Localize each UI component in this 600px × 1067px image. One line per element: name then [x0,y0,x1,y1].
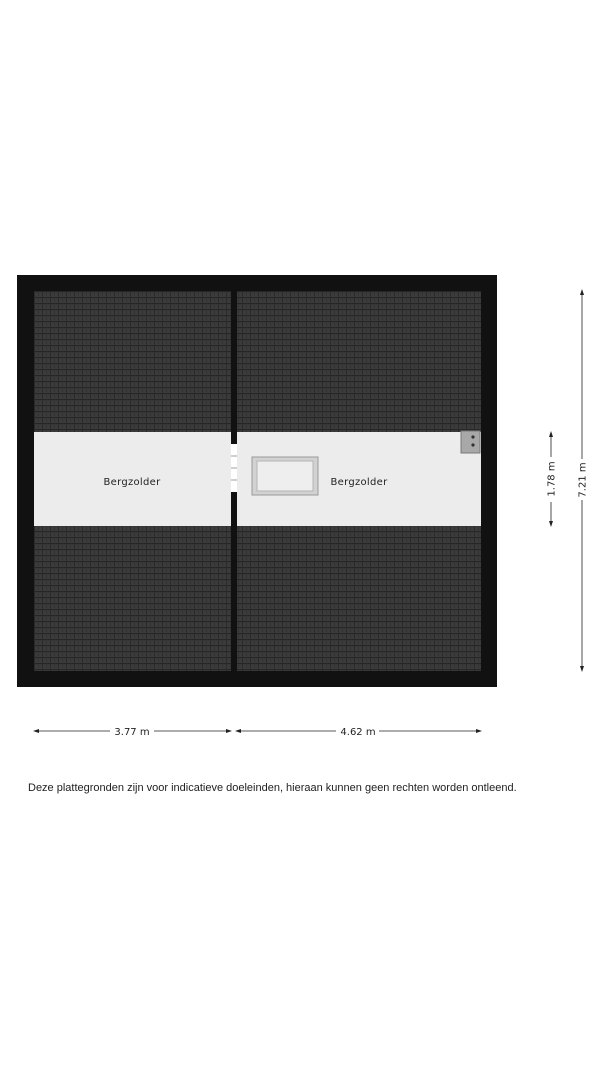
dimension-label-height-attic: 1.78 m [546,461,558,497]
dimension-label-height-total: 7.21 m [577,462,589,498]
dimension-label-width-right: 4.62 m [340,727,376,738]
room-label-left: Bergzolder [103,477,161,488]
dimension-height-total [578,289,589,672]
disclaimer-text: Deze plattegronden zijn voor indicatieve doeleinden, hieraan kunnen geen rechten worden ontleend. [28,782,517,794]
roof-right-bottom [237,526,481,671]
roof-hatch-inner [257,461,313,491]
boiler-unit [461,431,480,453]
roof-left-top [34,291,231,432]
dimension-width-left [33,727,232,738]
dimension-height-attic [547,431,558,527]
dimension-label-width-left: 3.77 m [114,727,150,738]
roof-left-bottom [34,526,231,671]
boiler-dot-2 [471,443,474,446]
roof-right-top [237,291,481,432]
boiler-dot-1 [471,435,474,438]
room-label-right: Bergzolder [330,477,388,488]
dimension-width-right [235,727,482,738]
